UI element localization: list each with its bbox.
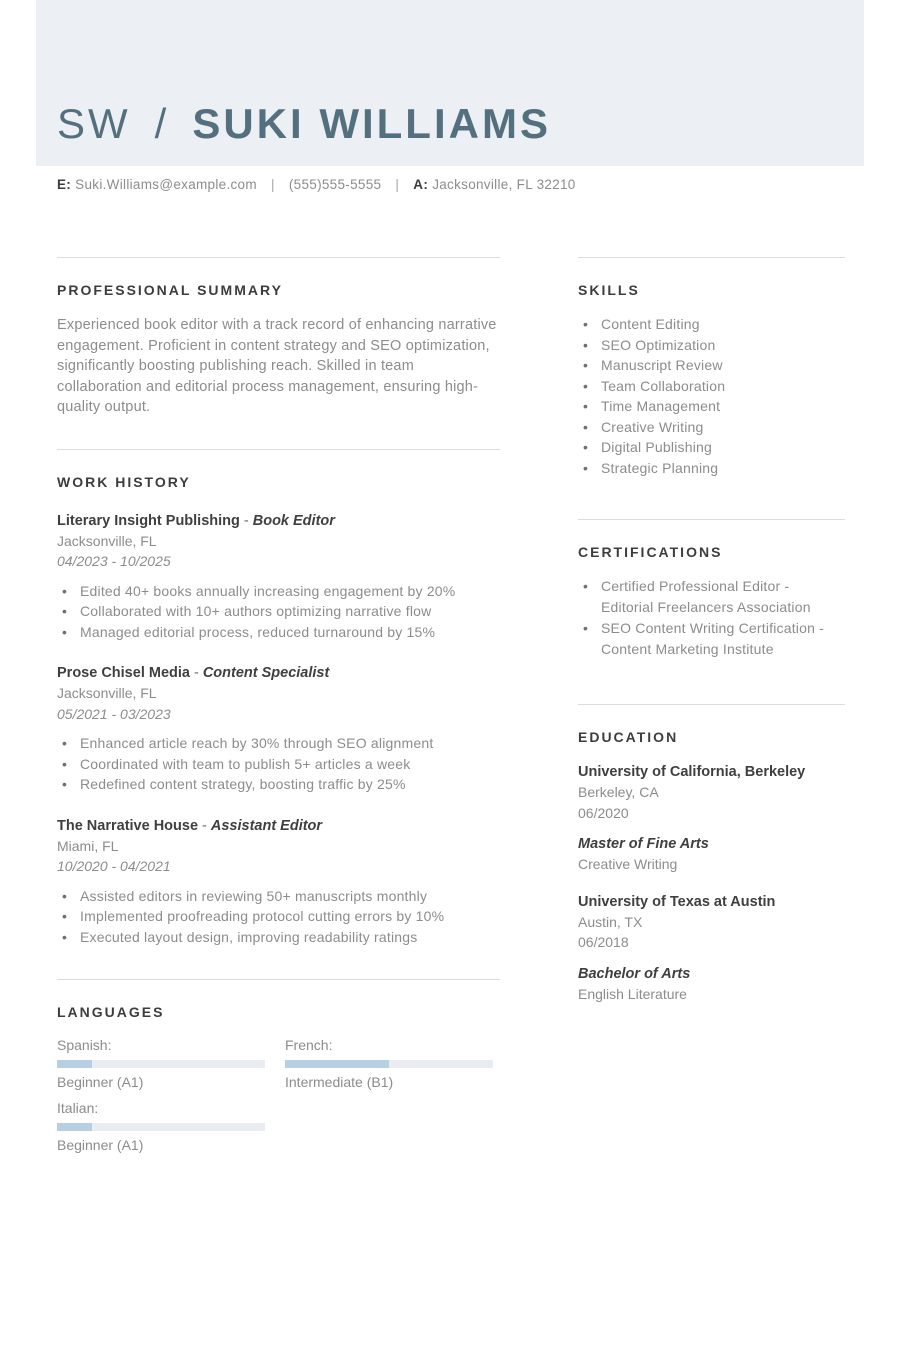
job-role: Assistant Editor	[210, 817, 323, 834]
job-entry	[57, 511, 500, 643]
language-name: French:	[285, 1037, 333, 1053]
job-dates: 05/2021 - 03/2023	[57, 705, 171, 722]
degree-block	[578, 964, 845, 1005]
job-company: The Narrative House	[57, 817, 199, 834]
candidate-name: SUKI WILLIAMS	[192, 100, 551, 147]
section-divider	[578, 519, 845, 520]
job-company: Literary Insight Publishing	[57, 512, 240, 529]
header-band	[36, 0, 864, 166]
job-entry	[57, 663, 500, 795]
job-bullet: • Coordinated with team to publish 5+ articles a week	[57, 754, 500, 775]
skill-item: • SEO Optimization	[578, 335, 845, 356]
job-dates: 10/2020 - 04/2021	[57, 858, 171, 874]
job-location: Jacksonville, FL	[57, 532, 157, 549]
certification-item: • SEO Content Writing Certification - Content Marketing Institute	[578, 618, 845, 660]
language-item	[57, 1100, 265, 1153]
left-column	[57, 257, 500, 1153]
language-progress-track	[285, 1060, 493, 1068]
skill-item: • Strategic Planning	[578, 458, 845, 479]
school-location: Berkeley, CA	[578, 784, 659, 800]
monogram-initials: SW	[57, 100, 131, 147]
address-label: A:	[413, 177, 429, 192]
education-entry	[578, 762, 845, 875]
job-bullet: • Implemented proofreading protocol cutting errors by 10%	[57, 906, 500, 927]
job-separator: -	[193, 665, 199, 681]
job-location: Jacksonville, FL	[57, 685, 157, 701]
summary-text: Experienced book editor with a track record of enhancing narrative engagement. Proficient in content strategy and SEO optimization, significantly boosting publishing reach. Skilled in team collaboration and editorial process management, ensuring high-quality output.	[57, 317, 497, 415]
job-bullet: • Assisted editors in reviewing 50+ manuscripts monthly	[57, 886, 500, 907]
education-entry	[578, 892, 845, 1005]
certifications-list	[578, 576, 845, 660]
job-bullet: • Edited 40+ books annually increasing engagement by 20%	[57, 581, 500, 602]
section-divider	[578, 704, 845, 705]
school-date: 06/2018	[578, 934, 629, 950]
language-level: Beginner (A1)	[57, 1137, 144, 1153]
degree-field: Creative Writing	[578, 856, 678, 872]
degree-field: English Literature	[578, 985, 687, 1002]
job-separator: -	[202, 817, 207, 834]
skill-item: • Digital Publishing	[578, 437, 845, 458]
job-location: Miami, FL	[57, 837, 119, 854]
job-title-line	[57, 663, 500, 683]
language-progress-fill	[57, 1123, 92, 1131]
school-name: University of California, Berkeley	[578, 764, 806, 780]
skills-list	[578, 314, 845, 478]
school-name: University of Texas at Austin	[578, 893, 776, 910]
language-progress-track	[57, 1123, 265, 1131]
contact-line	[57, 177, 576, 192]
skills-heading: SKILLS	[578, 282, 640, 298]
job-bullet-list	[57, 886, 500, 948]
job-title-line	[57, 511, 500, 531]
section-divider	[57, 449, 500, 450]
language-item	[285, 1037, 493, 1090]
section-divider	[578, 257, 845, 258]
right-column	[578, 257, 845, 1153]
education-heading: EDUCATION	[578, 729, 679, 745]
job-entry	[57, 816, 500, 948]
job-bullet: • Collaborated with 10+ authors optimizing narrative flow	[57, 601, 500, 622]
language-progress-fill	[285, 1060, 389, 1068]
email-label: E:	[57, 177, 72, 192]
degree-name: Master of Fine Arts	[578, 836, 709, 852]
skill-item: • Team Collaboration	[578, 376, 845, 397]
contact-divider: |	[270, 177, 275, 192]
skill-item: • Manuscript Review	[578, 355, 845, 376]
job-dates: 04/2023 - 10/2025	[57, 553, 171, 569]
language-progress-fill	[57, 1060, 92, 1068]
job-separator: -	[243, 512, 249, 529]
skill-item: • Time Management	[578, 396, 845, 417]
contact-divider: |	[395, 177, 400, 192]
certification-item: • Certified Professional Editor - Editorial Freelancers Association	[578, 576, 845, 618]
job-bullet: • Redefined content strategy, boosting traffic by 25%	[57, 774, 500, 795]
job-bullet-list	[57, 733, 500, 795]
job-bullet: • Executed layout design, improving readability ratings	[57, 927, 500, 948]
languages-heading: LANGUAGES	[57, 1004, 165, 1020]
degree-block	[578, 834, 845, 875]
job-bullet-list	[57, 581, 500, 643]
language-level: Intermediate (B1)	[285, 1074, 394, 1090]
name-line	[57, 100, 551, 148]
contact-address: Jacksonville, FL 32210	[432, 177, 576, 192]
job-role: Content Specialist	[202, 665, 330, 681]
school-location: Austin, TX	[578, 913, 643, 930]
job-title-line	[57, 816, 500, 836]
languages-grid	[57, 1037, 500, 1153]
section-divider	[57, 979, 500, 980]
language-progress-track	[57, 1060, 265, 1068]
section-divider	[57, 257, 500, 258]
school-date: 06/2020	[578, 804, 629, 821]
job-company: Prose Chisel Media	[57, 665, 190, 681]
language-level: Beginner (A1)	[57, 1074, 144, 1090]
language-item	[57, 1037, 265, 1090]
job-bullet: • Managed editorial process, reduced turnaround by 15%	[57, 622, 500, 643]
job-bullet: • Enhanced article reach by 30% through SEO alignment	[57, 733, 500, 754]
language-name: Italian:	[57, 1100, 99, 1116]
certifications-heading: CERTIFICATIONS	[578, 544, 723, 560]
content-columns	[57, 257, 845, 1153]
contact-phone: (555)555-5555	[288, 177, 382, 192]
skill-item: • Content Editing	[578, 314, 845, 335]
name-slash-separator: /	[154, 100, 169, 147]
skill-item: • Creative Writing	[578, 417, 845, 438]
language-name: Spanish:	[57, 1037, 112, 1053]
contact-email: Suki.Williams@example.com	[75, 177, 257, 192]
job-role: Book Editor	[252, 512, 335, 529]
degree-name: Bachelor of Arts	[578, 965, 691, 982]
summary-heading: PROFESSIONAL SUMMARY	[57, 282, 283, 298]
work-history-heading: WORK HISTORY	[57, 473, 191, 490]
